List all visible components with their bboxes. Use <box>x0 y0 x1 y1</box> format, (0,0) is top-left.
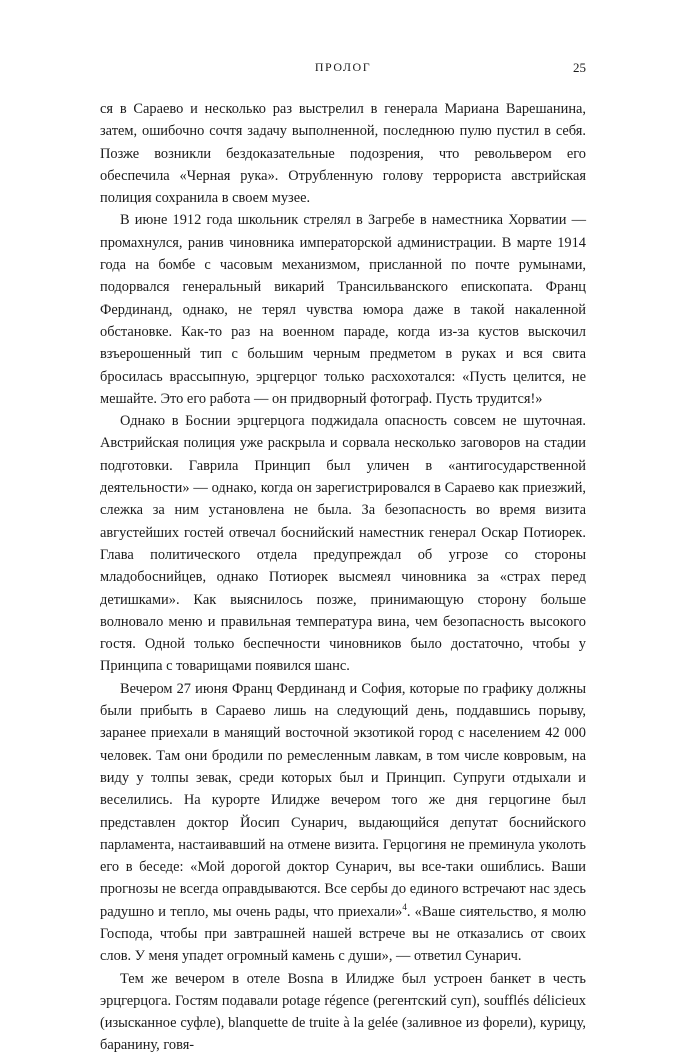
paragraph-bosnia-danger: Однако в Боснии эрцгерцога поджидала опасность совсем не шуточная. Австрийская полиция уже раскрыла и сорвала несколько заговоров на стадии подготовки. Гаврила Принцип был уличен в «антигосударственной деятельности» — однако, когда он зарегистрировался в Сараево как приезжий, слежка за ним установлена не была. За безопасность во время визита августейших гостей отвечал боснийский наместник генерал Оскар Потиорек. Глава политического отдела предупреждал об угрозе со стороны младобоснийцев, однако Потиорек высмеял чиновника за «страх перед детишками». Как выяснилось позже, принимающую сторону больше волновало меню и правильная температура вина, чем безопасность высокого гостя. Одной только беспечности чиновников было достаточно, чтобы у Принципа с товарищами появился шанс. <box>100 413 586 675</box>
paragraph-continuation: ся в Сараево и несколько раз выстрелил в генерала Мариана Варешанина, затем, ошибочно сочтя задачу выполненной, последнюю пулю пустил в себя. Позже возникли бездоказательные подозрения, что револьвером его обеспечила «Черная рука». Отрубленную голову террориста австрийская полиция сохранила в своем музее. <box>100 101 586 207</box>
paragraph-june-27-evening <box>100 678 586 968</box>
page-number: 25 <box>573 60 586 75</box>
running-head <box>100 60 586 80</box>
body-text <box>100 98 586 1057</box>
paragraph-1912-incidents: В июне 1912 года школьник стрелял в Загребе в наместника Хорватии — промахнулся, ранив чиновника императорской администрации. В марте 1914 года на бомбе с часовым механизмом, присланной по почте румынами, подорвался генеральный викарий Трансильванского епископата. Франц Фердинанд, однако, не терял чувства юмора даже в такой накаленной обстановке. Как-то раз на военном параде, когда из-за кустов выскочил взъерошенный тип с большим черным предметом в руках и вся свита бросилась врассыпную, эрцгерцог только расхохотался: «Пусть целится, не мешайте. Это его работа — он придворный фотограф. Пусть трудится!» <box>100 212 586 407</box>
footnote-marker: 4 <box>402 901 407 912</box>
paragraph-text-after-note: . «Ваше сиятельство, я молю Господа, чтобы при завтрашней нашей встрече вы не отказались от своих слов. У меня упадет огромный камень с души», — ответил Сунарич. <box>100 903 586 965</box>
paragraph-text-before-note: Вечером 27 июня Франц Фердинанд и София, которые по графику должны были прибыть в Сараево лишь на следующий день, поддавшись порыву, заранее приехали в манящий восточной экзотикой город с населением 42 000 человек. Там они бродили по ремесленным лавкам, в том числе ковровым, на виду у толпы зевак, среди которых был и Принцип. Супруги отдыхали и веселились. На курорте Илидже вечером того же дня герцогине был представлен доктор Йосип Сунарич, выдающийся депутат боснийского парламента, настаивавший на отмене визита. Герцогиня не преминула уколоть его в беседе: «Мой дорогой доктор Сунарич, вы все-таки ошиблись. Ваши прогнозы не всегда оправдываются. Все сербы до единого встречают нас здесь радушно и тепло, мы очень рады, что приехали» <box>100 680 586 920</box>
paragraph-banquet: Тем же вечером в отеле Bosna в Илидже был устроен банкет в честь эрцгерцога. Гостям подавали potage régence (регентский суп), soufflés délicieux (изысканное суфле), blanquette de truite à la gelée (заливное из форели), курицу, баранину, говя- <box>100 970 586 1054</box>
chapter-title: ПРОЛОГ <box>314 60 372 74</box>
